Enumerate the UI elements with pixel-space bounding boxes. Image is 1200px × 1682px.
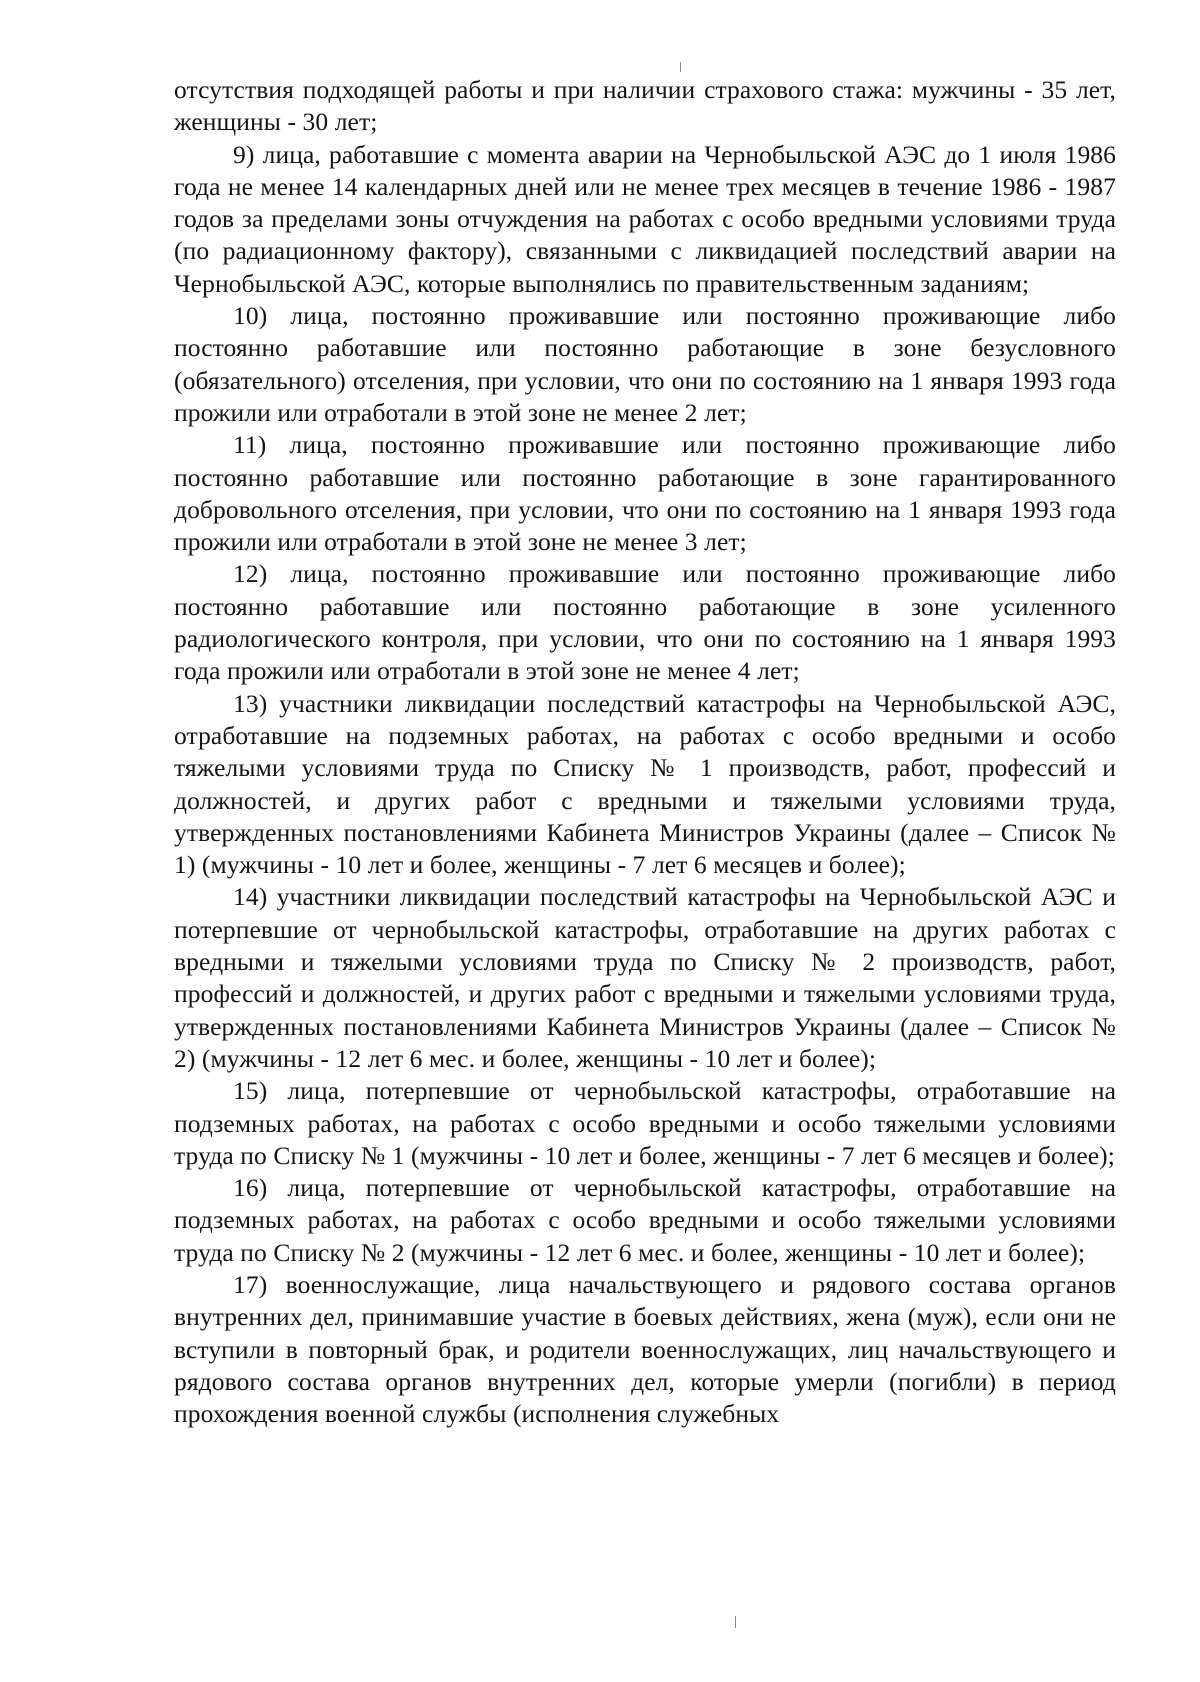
scan-artifact-top [680,62,681,72]
document-body [174,74,1116,1430]
paragraph-item-15: 15) лица, потерпевшие от чернобыльской катастрофы, отработавшие на подземных работах, на работах с особо вредными и особо тяжелыми условиями труда по Списку № 1 (мужчины - 10 лет и более, женщины - 7 лет 6 месяцев и более); [174,1076,1116,1170]
paragraph-continuation: отсутствия подходящей работы и при наличии страхового стажа: мужчины - 35 лет, женщины - 30 лет; [174,75,1116,137]
paragraph-item-14: 14) участники ликвидации последствий катастрофы на Чернобыльской АЭС и потерпевшие от чернобыльской катастрофы, отработавшие на других работах с вредными и тяжелыми условиями труда по Списку № 2 производств, работ, профессий и должностей, и других работ с вредными и тяжелыми условиями труда, утвержденных постановлениями Кабинета Министров Украины (далее – Список № 2) (мужчины - 12 лет 6 мес. и более, женщины - 10 лет и более); [174,882,1116,1073]
paragraph-item-13: 13) участники ликвидации последствий катастрофы на Чернобыльской АЭС, отработавшие на подземных работах, на работах с особо вредными и особо тяжелыми условиями труда по Списку № 1 производств, работ, профессий и должностей, и других работ с вредными и тяжелыми условиями труда, утвержденных постановлениями Кабинета Министров Украины (далее – Список № 1) (мужчины - 10 лет и более, женщины - 7 лет 6 месяцев и более); [174,688,1116,880]
paragraph-item-9: 9) лица, работавшие с момента аварии на Чернобыльской АЭС до 1 июля 1986 года не менее 14 календарных дней или не менее трех месяцев в течение 1986 - 1987 годов за пределами зоны отчуждения на работах с особо вредными условиями труда (по радиационному фактору), связанными с ликвидацией последствий аварии на Чернобыльской АЭС, которые выполнялись по правительственным заданиям; [174,139,1116,298]
paragraph-item-17: 17) военнослужащие, лица начальствующего и рядового состава органов внутренних дел, принимавшие участие в боевых действиях, жена (муж), если они не вступили в повторный брак, и родители военнослужащих, лиц начальствующего и рядового состава органов внутренних дел, которые умерли (погибли) в период прохождения военной службы (исполнения служебных [174,1269,1116,1429]
scan-artifact-bottom [735,1616,736,1628]
paragraph-item-10: 10) лица, постоянно проживавшие или постоянно проживающие либо постоянно работавшие или постоянно работающие в зоне безусловного (обязательного) отселения, при условии, что они по состоянию на 1 января 1993 года прожили или отработали в этой зоне не менее 2 лет; [174,301,1116,427]
paragraph-item-16: 16) лица, потерпевшие от чернобыльской катастрофы, отработавшие на подземных работах, на работах с особо вредными и особо тяжелыми условиями труда по Списку № 2 (мужчины - 12 лет 6 мес. и более, женщины - 10 лет и более); [174,1173,1116,1267]
paragraph-item-11: 11) лица, постоянно проживавшие или постоянно проживающие либо постоянно работавшие или постоянно работающие в зоне гарантированного добровольного отселения, при условии, что они по состоянию на 1 января 1993 года прожили или отработали в этой зоне не менее 3 лет; [174,430,1116,557]
paragraph-item-12: 12) лица, постоянно проживавшие или постоянно проживающие либо постоянно работавшие или постоянно работающие в зоне усиленного радиологического контроля, при условии, что они по состоянию на 1 января 1993 года прожили или отработали в этой зоне не менее 4 лет; [174,559,1116,686]
